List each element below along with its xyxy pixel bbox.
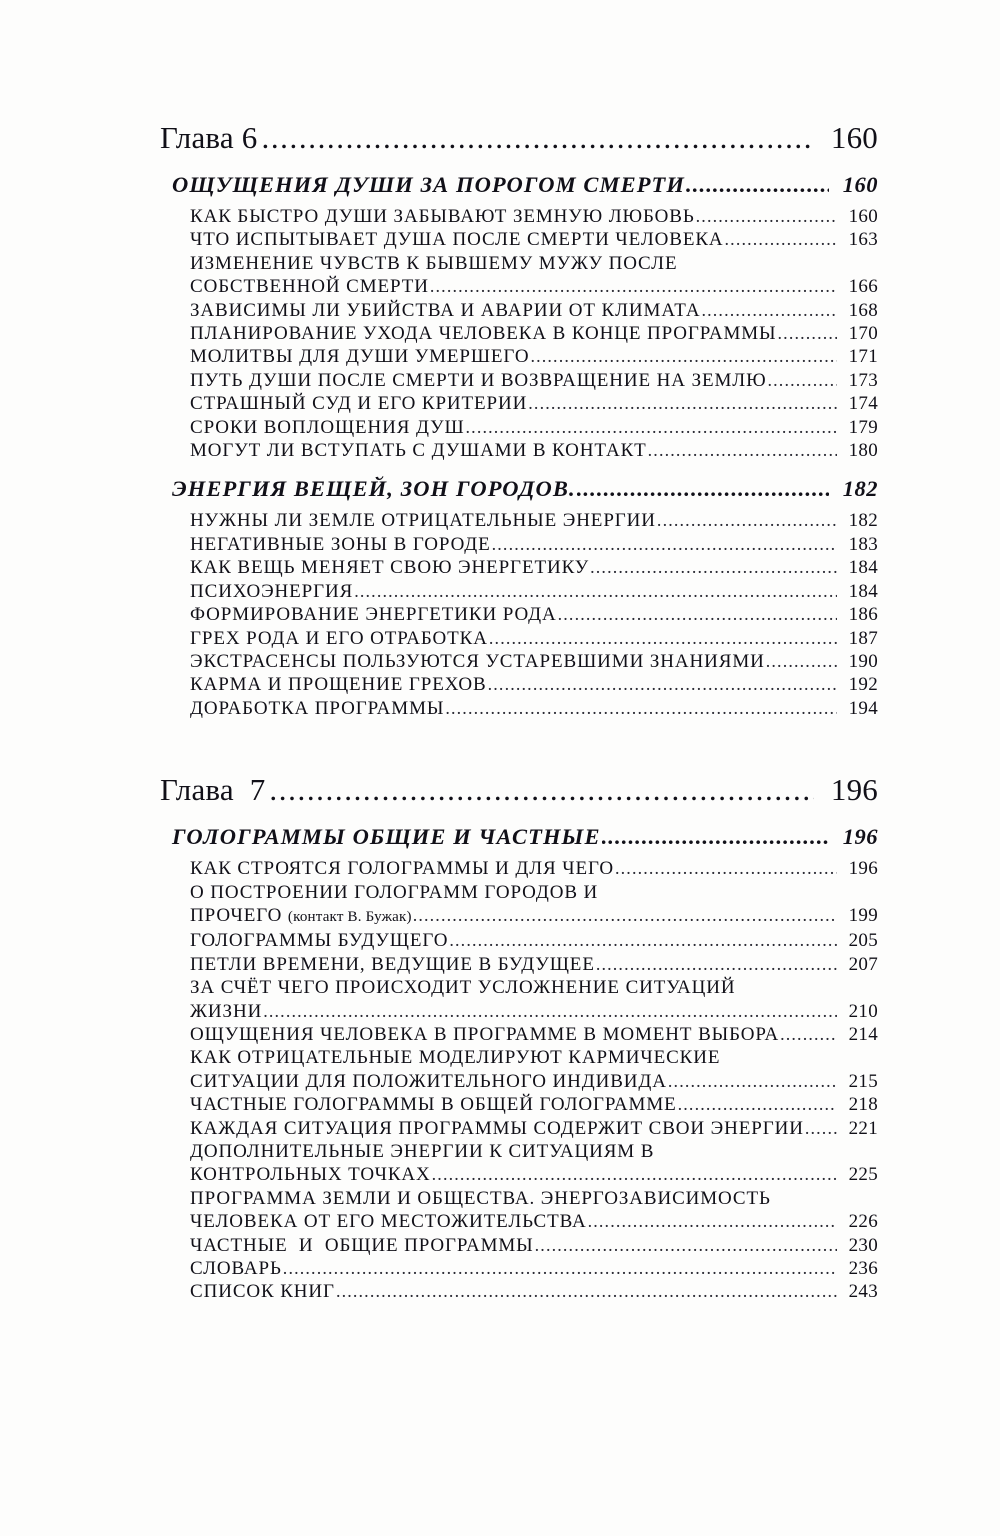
toc-entry-row[interactable] — [0, 322, 1000, 345]
toc-entry-title: КАРМА И ПРОЩЕНИЕ ГРЕХОВ — [190, 674, 487, 696]
toc-entry-title: ПЕТЛИ ВРЕМЕНИ, ВЕДУЩИЕ В БУДУЩЕЕ — [190, 953, 595, 975]
toc-entry-title: ЧТО ИСПЫТЫВАЕТ ДУША ПОСЛЕ СМЕРТИ ЧЕЛОВЕКА — [190, 229, 724, 251]
toc-entry-wrapped-line: ЗА СЧЁТ ЧЕГО ПРОИСХОДИТ УСЛОЖНЕНИЕ СИТУАЦИЙ — [190, 977, 736, 999]
toc-page-number: 182 — [848, 510, 878, 532]
dot-leader — [535, 1234, 837, 1257]
toc-entry-title: ЖИЗНИ — [190, 1000, 263, 1022]
toc-page-number: 214 — [848, 1023, 878, 1045]
toc-entry-row[interactable] — [0, 1257, 1000, 1280]
toc-entry-title: ОЩУЩЕНИЯ ЧЕЛОВЕКА В ПРОГРАММЕ В МОМЕНТ ВЫБОРА — [190, 1023, 780, 1045]
toc-entry-row[interactable] — [0, 1234, 1000, 1257]
dot-leader — [590, 556, 837, 579]
toc-entry-note: (контакт В. Бужак) — [287, 908, 412, 925]
toc-entry-row[interactable] — [0, 205, 1000, 228]
toc-entry-row[interactable] — [0, 650, 1000, 673]
toc-entry-title: СПИСОК КНИГ — [190, 1281, 335, 1303]
toc-page-number: 182 — [842, 476, 878, 502]
toc-entry-title: СОБСТВЕННОЙ СМЕРТИ — [190, 276, 429, 298]
dot-leader — [283, 1257, 837, 1280]
dot-leader — [432, 1163, 837, 1186]
dot-leader — [488, 673, 837, 696]
toc-section-row[interactable] — [0, 170, 1000, 200]
toc-entry-row[interactable] — [0, 1163, 1000, 1186]
toc-entry-title: КАК ВЕЩЬ МЕНЯЕТ СВОЮ ЭНЕРГЕТИКУ — [190, 557, 590, 579]
toc-section-row[interactable] — [0, 474, 1000, 504]
toc-entry-row[interactable] — [0, 299, 1000, 322]
toc-entry-row[interactable] — [0, 627, 1000, 650]
toc-page-number: 184 — [848, 580, 878, 602]
dot-leader — [678, 1093, 837, 1116]
toc-page-number: 174 — [848, 393, 878, 415]
toc-entry-row[interactable] — [0, 509, 1000, 532]
toc-entry-wrapped-line: ДОПОЛНИТЕЛЬНЫЕ ЭНЕРГИИ К СИТУАЦИЯМ В — [190, 1141, 655, 1162]
toc-entry-title: ГРЕХ РОДА И ЕГО ОТРАБОТКА — [190, 627, 488, 649]
toc-entry-title: КАК СТРОЯТСЯ ГОЛОГРАММЫ И ДЛЯ ЧЕГО — [190, 858, 614, 880]
dot-leader — [657, 509, 837, 532]
toc-page-number: 160 — [848, 206, 878, 227]
dot-leader — [766, 650, 837, 673]
dot-leader — [686, 170, 829, 200]
toc-entry-title: ПСИХОЭНЕРГИЯ — [190, 580, 354, 602]
dot-leader — [449, 929, 837, 952]
toc-page-number: 210 — [848, 1000, 878, 1022]
toc-entry-row[interactable] — [0, 929, 1000, 952]
dot-leader — [528, 392, 837, 415]
dot-leader — [354, 580, 837, 603]
toc-page-number: 163 — [848, 229, 878, 251]
toc-page-number: 179 — [848, 416, 878, 438]
toc-entry-title: ЧАСТНЫЕ ГОЛОГРАММЫ В ОБЩЕЙ ГОЛОГРАММЕ — [190, 1094, 677, 1116]
toc-page-number: 225 — [848, 1164, 878, 1186]
toc-section-title: ОЩУЩЕНИЯ ДУШИ ЗА ПОРОГОМ СМЕРТИ — [172, 172, 686, 197]
dot-leader — [696, 205, 837, 228]
dot-leader — [768, 369, 838, 392]
dot-leader — [445, 697, 837, 720]
toc-page-number: 187 — [848, 627, 878, 649]
toc-page-number: 199 — [848, 904, 878, 926]
toc-page-number: 196 — [830, 772, 878, 808]
toc-page-number: 194 — [848, 697, 878, 719]
toc-entry-title: КАЖДАЯ СИТУАЦИЯ ПРОГРАММЫ СОДЕРЖИТ СВОИ ЭНЕРГИИ — [190, 1117, 804, 1139]
dot-leader — [413, 904, 837, 927]
toc-page-number: 196 — [842, 824, 878, 850]
toc-page-number: 173 — [848, 369, 878, 391]
toc-page-number: 218 — [848, 1094, 878, 1116]
toc-entry-title: ДОРАБОТКА ПРОГРАММЫ — [190, 697, 445, 719]
toc-entry-title: НУЖНЫ ЛИ ЗЕМЛЕ ОТРИЦАТЕЛЬНЫЕ ЭНЕРГИИ — [190, 510, 656, 532]
toc-chapter-row[interactable] — [0, 118, 1000, 158]
toc-entry-title: ЧАСТНЫЕ И ОБЩИЕ ПРОГРАММЫ — [190, 1234, 534, 1256]
toc-entry-title: МОЛИТВЫ ДЛЯ ДУШИ УМЕРШЕГО — [190, 346, 530, 368]
toc-page-number: 221 — [848, 1117, 878, 1139]
dot-leader — [805, 1117, 837, 1140]
toc-entry-row[interactable] — [0, 857, 1000, 880]
dot-leader — [588, 1210, 837, 1233]
dot-leader — [261, 118, 814, 158]
toc-entry-wrapped-line: О ПОСТРОЕНИИ ГОЛОГРАММ ГОРОДОВ И — [190, 881, 599, 903]
toc-entry-title: ЗАВИСИМЫ ЛИ УБИЙСТВА И АВАРИИ ОТ КЛИМАТА — [190, 299, 701, 321]
toc-page-number: 180 — [848, 440, 878, 462]
toc-page-number: 190 — [848, 650, 878, 672]
toc-page-number: 192 — [848, 674, 878, 696]
section-gap — [0, 720, 1000, 770]
toc-entry-wrapped-line: ПРОГРАММА ЗЕМЛИ И ОБЩЕСТВА. ЭНЕРГОЗАВИСИМОСТЬ — [190, 1187, 771, 1209]
toc-entry-row[interactable] — [0, 1023, 1000, 1046]
toc-entry-row[interactable] — [0, 1117, 1000, 1140]
toc-page-number: 166 — [848, 276, 878, 298]
toc-entry-wrapped-line: КАК ОТРИЦАТЕЛЬНЫЕ МОДЕЛИРУЮТ КАРМИЧЕСКИЕ — [190, 1047, 721, 1069]
dot-leader — [466, 416, 837, 439]
toc-chapter-title: Глава 7 — [160, 772, 266, 808]
dot-leader — [269, 770, 814, 810]
toc-page-number: 205 — [848, 930, 878, 952]
toc-entry-row[interactable] — [0, 556, 1000, 579]
dot-leader — [489, 627, 837, 650]
toc-entry-row[interactable] — [0, 275, 1000, 298]
toc-page-number: 215 — [848, 1070, 878, 1092]
dot-leader — [725, 228, 837, 251]
toc-chapter-title: Глава 6 — [160, 120, 258, 155]
dot-leader — [602, 822, 829, 852]
toc-page-number: 226 — [848, 1211, 878, 1233]
dot-leader — [668, 1070, 837, 1093]
toc-entry-title: ГОЛОГРАММЫ БУДУЩЕГО — [190, 930, 449, 952]
toc-entry-row[interactable] — [0, 953, 1000, 976]
toc-entry-row[interactable] — [0, 697, 1000, 720]
toc-page-number: 183 — [848, 533, 878, 555]
toc-page-number: 160 — [842, 172, 878, 197]
dot-leader — [701, 299, 837, 322]
dot-leader — [558, 603, 837, 626]
toc-entry-title: СТРАШНЫЙ СУД И ЕГО КРИТЕРИИ — [190, 393, 528, 415]
toc-entry-title: ПУТЬ ДУШИ ПОСЛЕ СМЕРТИ И ВОЗВРАЩЕНИЕ НА ЗЕМЛЮ — [190, 369, 767, 391]
toc-entry-row[interactable] — [0, 439, 1000, 462]
toc-page-number: 243 — [848, 1281, 878, 1303]
toc-entry-row[interactable] — [0, 392, 1000, 415]
toc-entry-title: МОГУТ ЛИ ВСТУПАТЬ С ДУШАМИ В КОНТАКТ — [190, 440, 647, 462]
toc-page-number: 184 — [848, 557, 878, 579]
dot-leader — [492, 533, 837, 556]
toc-entry-title: СРОКИ ВОПЛОЩЕНИЯ ДУШ — [190, 416, 465, 438]
toc-entry-row[interactable] — [0, 580, 1000, 603]
toc-section-title: ГОЛОГРАММЫ ОБЩИЕ И ЧАСТНЫЕ — [172, 824, 601, 850]
toc-entry-title: ЧЕЛОВЕКА ОТ ЕГО МЕСТОЖИТЕЛЬСТВА — [190, 1211, 587, 1233]
dot-leader — [596, 953, 837, 976]
toc-entry-row[interactable] — [0, 533, 1000, 556]
dot-leader — [577, 474, 829, 504]
dot-leader — [336, 1280, 837, 1303]
toc-entry-title: ПЛАНИРОВАНИЕ УХОДА ЧЕЛОВЕКА В КОНЦЕ ПРОГРАММЫ — [190, 323, 777, 345]
toc-entry-row[interactable] — [0, 1000, 1000, 1023]
toc-entry-row[interactable] — [0, 673, 1000, 696]
dot-leader — [648, 439, 837, 462]
dot-leader — [778, 322, 837, 345]
toc-entry-row[interactable] — [0, 603, 1000, 626]
toc-entry-row[interactable] — [0, 904, 1000, 929]
toc-page-number: 168 — [848, 299, 878, 321]
toc-section-title: ЭНЕРГИЯ ВЕЩЕЙ, ЗОН ГОРОДОВ. — [172, 476, 576, 502]
toc-page-number: 207 — [848, 953, 878, 975]
toc-entry-title: ФОРМИРОВАНИЕ ЭНЕРГЕТИКИ РОДА — [190, 604, 557, 626]
toc-page-number: 170 — [848, 323, 878, 345]
toc-entry-row[interactable] — [0, 1210, 1000, 1233]
toc-entry-title: СЛОВАРЬ — [190, 1258, 282, 1280]
dot-leader — [263, 1000, 837, 1023]
toc-entry-row[interactable] — [0, 416, 1000, 439]
toc-entry-wrapped-line: ИЗМЕНЕНИЕ ЧУВСТВ К БЫВШЕМУ МУЖУ ПОСЛЕ — [190, 252, 678, 274]
toc-page-number: 196 — [848, 858, 878, 880]
dot-leader — [780, 1023, 837, 1046]
toc-entry-title: СИТУАЦИИ ДЛЯ ПОЛОЖИТЕЛЬНОГО ИНДИВИДА — [190, 1070, 667, 1092]
toc-entry-title: ЭКСТРАСЕНСЫ ПОЛЬЗУЮТСЯ УСТАРЕВШИМИ ЗНАНИЯМИ — [190, 650, 765, 672]
toc-entry-title: КАК БЫСТРО ДУШИ ЗАБЫВАЮТ ЗЕМНУЮ ЛЮБОВЬ — [190, 206, 695, 227]
toc-page-number: 171 — [848, 346, 878, 368]
dot-leader — [615, 857, 837, 880]
toc-entry-row[interactable] — [0, 1070, 1000, 1093]
toc-entry-row[interactable] — [0, 228, 1000, 251]
dot-leader — [530, 345, 837, 368]
toc-entry-row[interactable] — [0, 369, 1000, 392]
toc-page-number: 236 — [848, 1258, 878, 1280]
toc-page-number: 186 — [848, 604, 878, 626]
toc-entry-title: НЕГАТИВНЫЕ ЗОНЫ В ГОРОДЕ — [190, 533, 491, 555]
toc-entry-row[interactable] — [0, 1280, 1000, 1303]
table-of-contents — [0, 118, 1000, 1304]
toc-entry-title: ПРОЧЕГО — [190, 904, 288, 926]
toc-chapter-row[interactable] — [0, 770, 1000, 810]
toc-entry-row[interactable] — [0, 345, 1000, 368]
toc-entry-title: КОНТРОЛЬНЫХ ТОЧКАХ — [190, 1164, 431, 1186]
toc-page-number: 160 — [830, 120, 878, 155]
dot-leader — [430, 275, 837, 298]
toc-page-number: 230 — [848, 1234, 878, 1256]
toc-section-row[interactable] — [0, 822, 1000, 852]
toc-entry-row[interactable] — [0, 1093, 1000, 1116]
